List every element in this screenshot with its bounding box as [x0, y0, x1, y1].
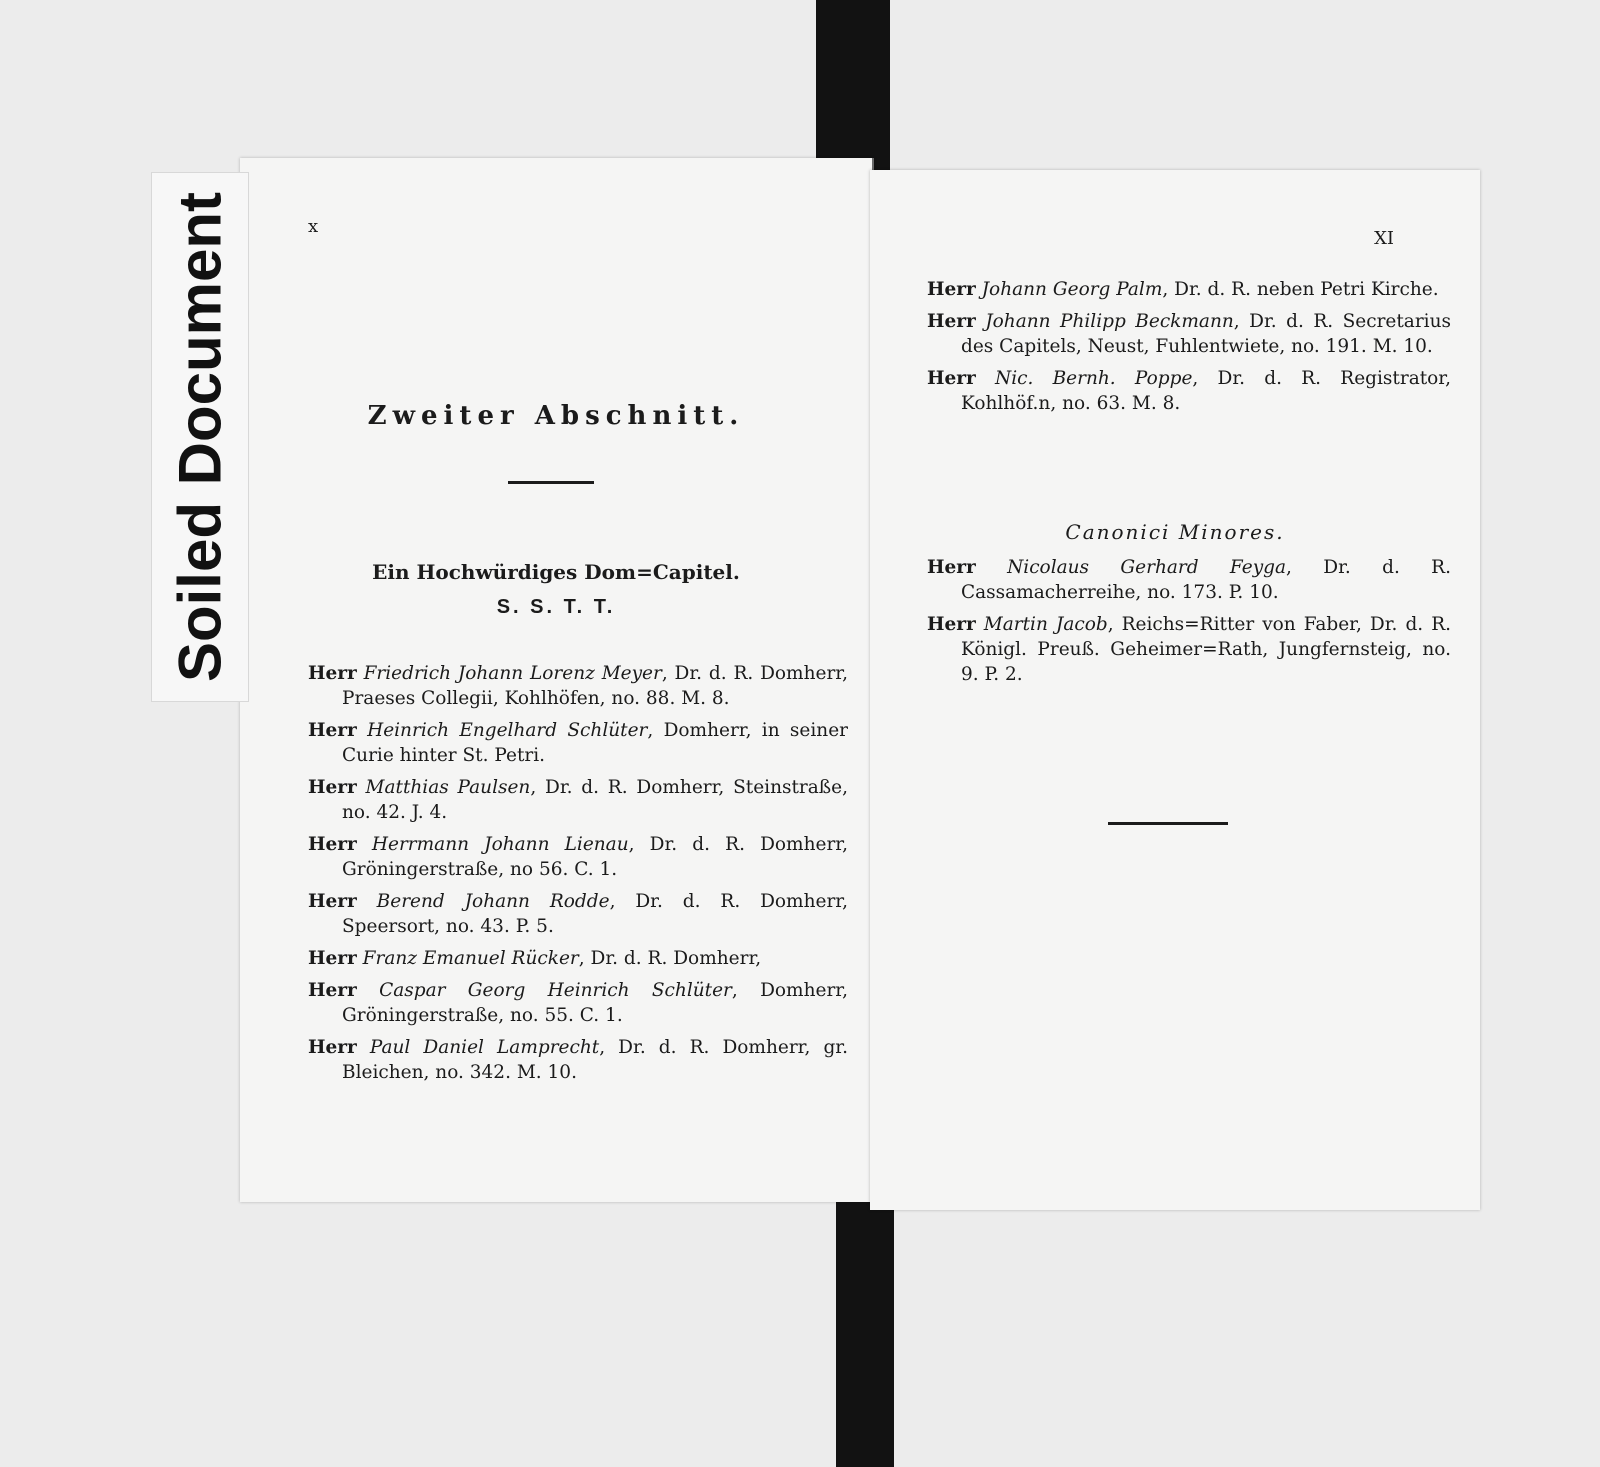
list-item: Herr Matthias Paulsen, Dr. d. R. Domherr, Steinstraße, no. 42. J. 4.: [308, 777, 848, 823]
entry-list-right-bottom: [927, 555, 1451, 694]
list-item: Herr Caspar Georg Heinrich Schlüter, Domherr, Gröningerstraße, no. 55. C. 1.: [308, 980, 848, 1026]
list-item: Herr Heinrich Engelhard Schlüter, Domherr, in seiner Curie hinter St. Petri.: [308, 720, 848, 766]
list-item: Herr Nicolaus Gerhard Feyga, Dr. d. R. Cassamacherreihe, no. 173. P. 10.: [927, 557, 1451, 603]
section-title: Zweiter Abschnitt.: [367, 401, 745, 431]
list-item: Herr Martin Jacob, Reichs=Ritter von Faber, Dr. d. R. Königl. Preuß. Geheimer=Rath, Jungfernsteig, no. 9. P. 2.: [927, 614, 1452, 685]
entry-list-right-top: [927, 277, 1451, 423]
divider-rule: [1108, 822, 1228, 825]
right-page: [870, 170, 1480, 1210]
entry-list-left: [308, 661, 848, 1092]
page-number-left: x: [308, 216, 319, 237]
document-tab: [151, 172, 249, 702]
list-item: Herr Nic. Bernh. Poppe, Dr. d. R. Registrator, Kohlhöf.n, no. 63. M. 8.: [927, 368, 1451, 414]
tab-label: Soiled Document: [166, 191, 234, 683]
page-number-right: XI: [1374, 228, 1394, 249]
list-item: Herr Berend Johann Rodde, Dr. d. R. Domherr, Speersort, no. 43. P. 5.: [308, 891, 849, 937]
canonici-subtitle: Canonici Minores.: [1065, 520, 1285, 544]
list-item: Herr Franz Emanuel Rücker, Dr. d. R. Domherr,: [308, 948, 762, 969]
list-item: Herr Herrmann Johann Lienau, Dr. d. R. Domherr, Gröningerstraße, no 56. C. 1.: [308, 834, 848, 880]
list-item: Herr Friedrich Johann Lorenz Meyer, Dr. d. R. Domherr, Praeses Collegii, Kohlhöfen, no. 88. M. 8.: [308, 663, 848, 709]
left-page: [240, 158, 874, 1202]
divider-rule: [508, 481, 594, 484]
chapter-subtitle: Ein Hochwürdiges Dom=Capitel.: [372, 560, 740, 584]
list-item: Herr Johann Philipp Beckmann, Dr. d. R. Secretarius des Capitels, Neust, Fuhlentwiete, no. 191. M. 10.: [927, 311, 1451, 357]
binding-strap-top: [816, 0, 890, 172]
list-item: Herr Johann Georg Palm, Dr. d. R. neben Petri Kirche.: [927, 279, 1439, 300]
list-item: Herr Paul Daniel Lamprecht, Dr. d. R. Domherr, gr. Bleichen, no. 342. M. 10.: [308, 1037, 848, 1083]
binding-strap-bottom: [836, 1200, 894, 1467]
chapter-subtitle-abbrev: S. S. T. T.: [496, 596, 616, 618]
